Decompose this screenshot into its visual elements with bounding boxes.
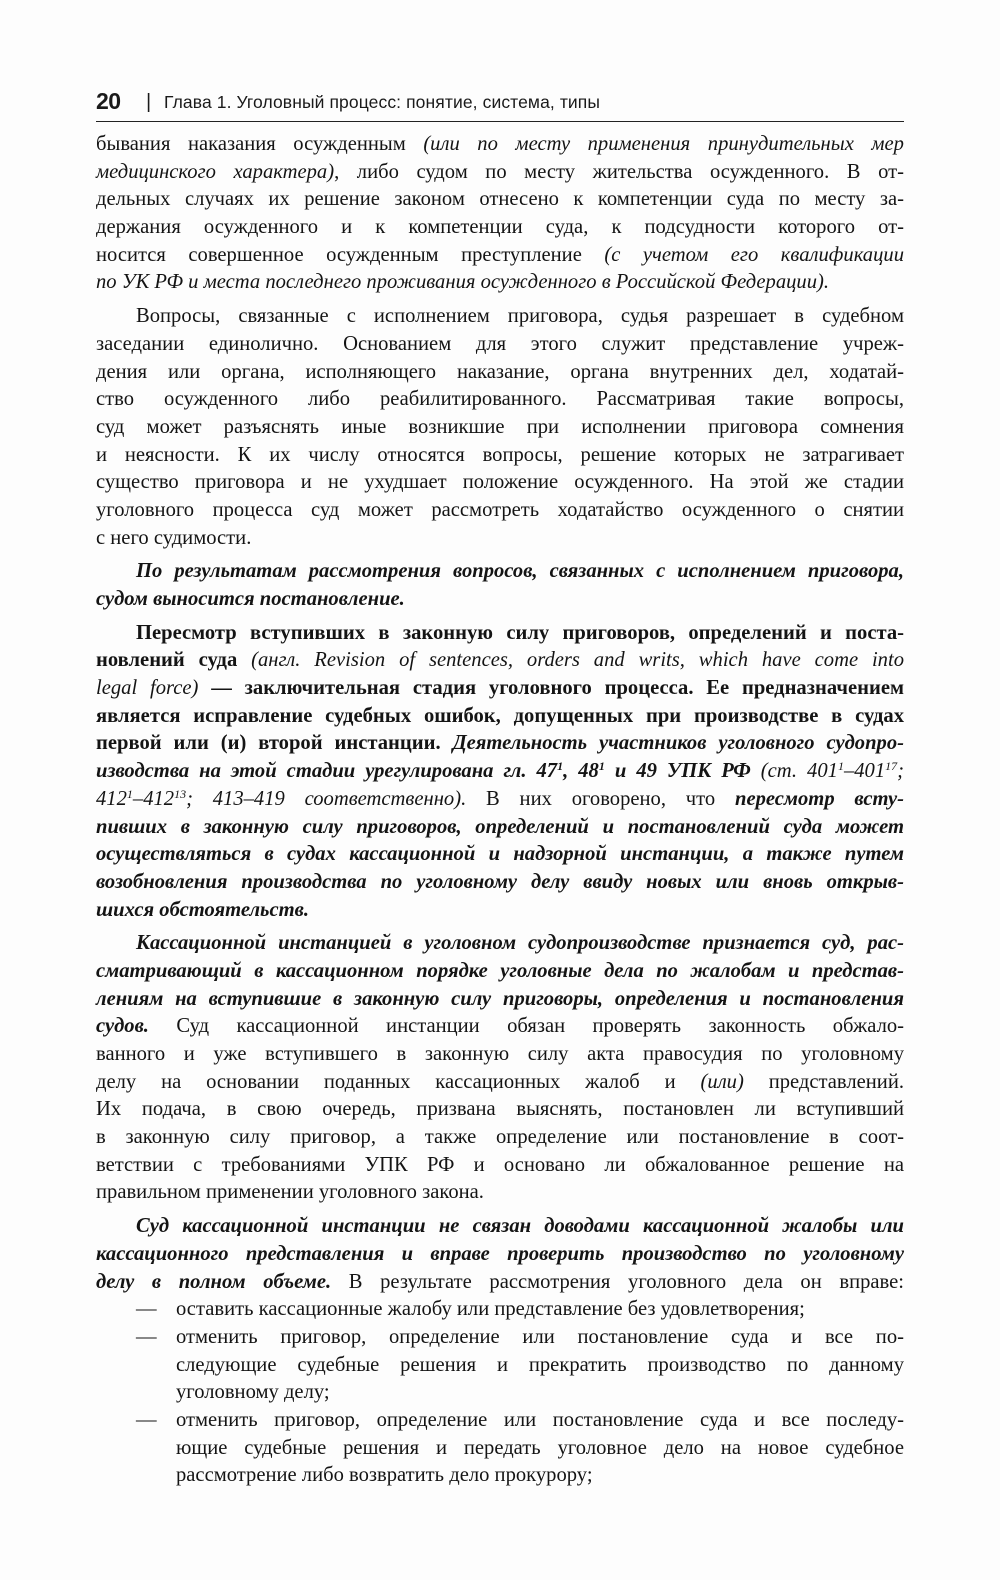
paragraph-cassation-definition [96, 930, 904, 1207]
header-rule [96, 121, 904, 122]
text-line: по УК РФ и места последнего проживания осужденного в Российской Федерации). [96, 271, 830, 294]
text-line: оставить кассационные жалобу или представление без удовлетворения; [176, 1298, 805, 1321]
text-line: существо приговора и не ухудшает положение осужденного. На этой же стадии [96, 471, 904, 494]
paragraph-execution-questions [96, 303, 904, 552]
powers-list [96, 1296, 904, 1490]
text-line: ство осужденного либо реабилитированного. Рассматривая такие вопросы, [96, 388, 904, 411]
page-header [96, 86, 904, 120]
text-line: уголовного процесса суд может рассмотреть ходатайство осужденного о снятии [96, 498, 904, 521]
text-line: и неясности. К их числу относятся вопросы, решение которых не затрагивает [96, 443, 904, 466]
text-line: первой или (и) второй инстанции. Деятельность участников уголовного судопро- [96, 732, 904, 755]
text-line: ветствии с требованиями УПК РФ и основано ли обжалованное решение на [96, 1153, 904, 1176]
paragraph-resolution [96, 558, 904, 613]
text-line: делу на основании поданных кассационных жалоб и (или) представлений. [96, 1070, 904, 1093]
text-line: с него судимости. [96, 526, 252, 549]
paragraph-continuation [96, 131, 904, 297]
list-item [96, 1296, 904, 1324]
text-line: шихся обстоятельств. [96, 898, 309, 921]
text-line: судов. Суд кассационной инстанции обязан проверять законность обжало- [96, 1015, 904, 1038]
text-line: кассационного представления и вправе проверить производство по уголовному [96, 1242, 904, 1265]
text-line: $412^1-412^{13}$; 413–419 соответственно). В них оговорено, что пересмотр всту- [96, 786, 904, 810]
text-line: ющие судебные решения и передать уголовное дело на новое судебное [176, 1436, 904, 1459]
list-dash: — [136, 1408, 157, 1431]
text-line: рассмотрение либо возвратить дело прокурору; [176, 1464, 593, 1487]
list-dash: — [136, 1298, 157, 1321]
text-line: сматривающий в кассационном порядке уголовные дела по жалобам и представ- [96, 959, 904, 982]
text-line: отменить приговор, определение или постановление суда и все по- [176, 1325, 904, 1348]
text-line: делу в полном объеме. В результате рассмотрения уголовного дела он вправе: [96, 1270, 904, 1293]
text-line: Кассационной инстанцией в уголовном судопроизводстве признается суд, рас- [136, 932, 904, 955]
text-line: бывания наказания осужденным (или по месту применения принудительных мер [96, 133, 904, 155]
text-line: следующие судебные решения и прекратить производство по данному [176, 1353, 904, 1376]
text-line: дения или органа, исполняющего наказание, органа внутренних дел, ходатай- [96, 360, 904, 383]
page-body [96, 131, 904, 1490]
text-line: уголовному делу; [176, 1381, 330, 1404]
text-line: По результатам рассмотрения вопросов, связанных с исполнением приговора, [136, 560, 904, 583]
text-line: отменить приговор, определение или постановление суда и все последу- [176, 1408, 904, 1431]
text-line: Вопросы, связанные с исполнением приговора, судья разрешает в судебном [136, 305, 904, 328]
text-line: в законную силу приговор, а также определение или постановление в соот- [96, 1126, 904, 1149]
text-line: суд может разъяснять иные возникшие при исполнении приговора сомнения [96, 415, 904, 438]
text-line: ванного и уже вступившего в законную силу акта правосудия по уголовному [96, 1043, 904, 1065]
text-line: правильном применении уголовного закона. [96, 1181, 484, 1204]
list-item [96, 1324, 904, 1407]
running-title: Глава 1. Уголовный процесс: понятие, система, типы [164, 92, 601, 112]
text-line: держания осужденного и к компетенции суда, к подсудности которого от- [96, 216, 904, 239]
list-dash: — [136, 1325, 157, 1348]
text-line: осуществляться в судах кассационной и надзорной инстанции, а также путем [96, 843, 904, 866]
text-line: является исправление судебных ошибок, допущенных при производстве в судах [96, 704, 904, 727]
header-separator: | [146, 91, 152, 113]
text-line: заседании единолично. Основанием для этого служит представление учреж- [96, 332, 904, 355]
paragraph-cassation-powers [96, 1213, 904, 1296]
text-line: Суд кассационной инстанции не связан доводами кассационной жалобы или [136, 1215, 904, 1238]
text-line: медицинского характера), либо судом по месту жительства осужденного. В от- [96, 160, 904, 183]
page-number: 20 [96, 88, 121, 114]
text-line: дельных случаях их решение законом отнесено к компетенции суда по месту за- [96, 188, 904, 211]
text-line: Их подача, в свою очередь, призвана выяснять, постановлен ли вступивший [96, 1098, 904, 1121]
text-line: новлений суда (англ. Revision of sentences, orders and writs, which have come into [96, 649, 905, 672]
text-line: судом выносится постановление. [96, 588, 405, 610]
text-line: пивших в законную силу приговоров, определений и постановлений суда может [96, 815, 904, 838]
text-line: Пересмотр вступивших в законную силу приговоров, определений и поста- [136, 621, 904, 644]
text-line: изводства на этой стадии урегулирована гл. $47^1$, $48^1$ и 49 УПК РФ (ст. $401^1-401^{17}$; [96, 759, 904, 783]
paragraph-revision-stage [96, 620, 904, 925]
text-line: лениям на вступившие в законную силу приговоры, определения и постановления [96, 987, 904, 1010]
text-line: legal force) — заключительная стадия уголовного процесса. Ее предназначением [96, 677, 904, 700]
text-line: возобновления производства по уголовному делу ввиду новых или вновь открыв- [96, 870, 904, 893]
list-item [96, 1407, 904, 1490]
text-line: носится совершенное осужденным преступление (с учетом его квалификации [96, 243, 904, 266]
